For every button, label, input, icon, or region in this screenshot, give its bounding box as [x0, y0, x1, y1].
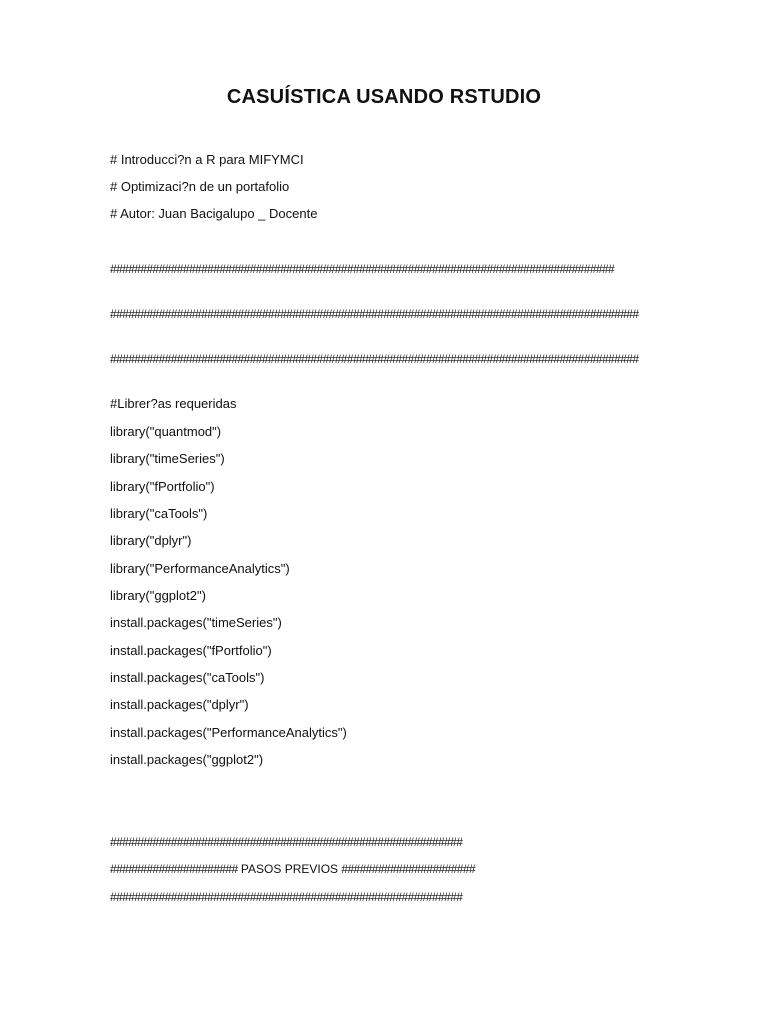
hash-separator-block: ###################################################################################: [110, 262, 615, 276]
section-banner-bottom: ##########################################################: [110, 890, 463, 904]
banner-hash-left: #####################: [110, 862, 238, 876]
code-line: library("ggplot2"): [110, 588, 206, 603]
code-line: install.packages("timeSeries"): [110, 615, 282, 630]
header-comment-optimization: # Optimizaci?n de un portafolio: [110, 179, 290, 194]
header-comment-intro: # Introducci?n a R para MIFYMCI: [110, 152, 304, 167]
code-line-libraries-comment: #Librer?as requeridas: [110, 396, 237, 411]
code-line: library("fPortfolio"): [110, 479, 215, 494]
code-line: library("timeSeries"): [110, 451, 225, 466]
code-line: library("PerformanceAnalytics"): [110, 561, 290, 576]
code-line: install.packages("ggplot2"): [110, 752, 264, 767]
code-line: install.packages("dplyr"): [110, 697, 249, 712]
document-title: CASUÍSTICA USANDO RSTUDIO: [226, 86, 542, 108]
hash-separator-block: #######################################################################################: [110, 352, 639, 366]
section-banner-top: ##########################################################: [110, 835, 463, 849]
code-line: install.packages("fPortfolio"): [110, 643, 272, 658]
code-line: library("caTools"): [110, 506, 208, 521]
header-comment-author: # Autor: Juan Bacigalupo _ Docente: [110, 206, 318, 221]
banner-hash-right: ######################: [341, 862, 475, 876]
code-line: library("quantmod"): [110, 424, 222, 439]
banner-label-text: PASOS PREVIOS: [237, 862, 342, 876]
code-line: install.packages("caTools"): [110, 670, 265, 685]
hash-separator-block: #######################################################################################: [110, 307, 639, 321]
code-line: library("dplyr"): [110, 533, 192, 548]
section-banner-label: [110, 860, 475, 878]
code-line: install.packages("PerformanceAnalytics"): [110, 725, 347, 740]
